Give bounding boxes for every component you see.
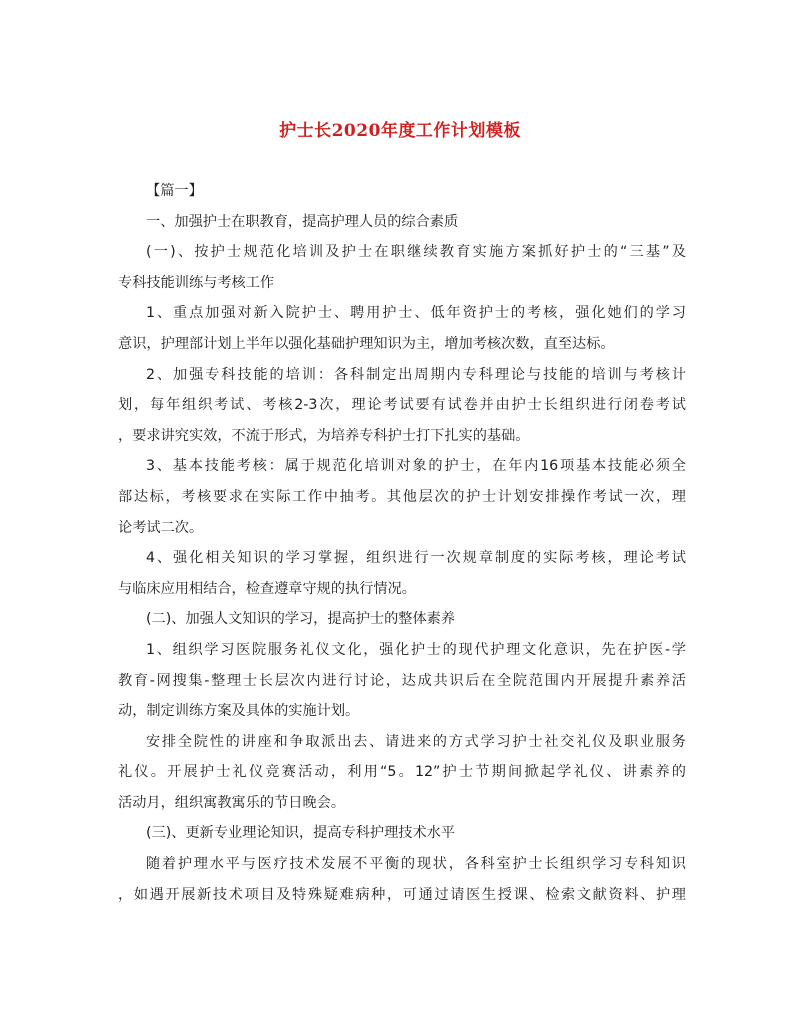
paragraph	[118, 849, 686, 910]
document-title: 护士长2020年度工作计划模板	[279, 121, 521, 141]
paragraph-line: 教育-网搜集-整理士长层次内进行讨论，达成共识后在全院范围内开展提升素养活	[118, 672, 686, 689]
paragraph-line: (三)、更新专业理论知识，提高专科护理技术水平	[146, 825, 456, 842]
paragraph-line: 部达标，考核要求在实际工作中抽考。其他层次的护士计划安排操作考试一次，理	[118, 488, 686, 505]
document-body	[118, 176, 686, 910]
paragraph-line: 划，每年组织考试、考核2-3次，理论考试要有试卷并由护士长组织进行闭卷考试	[118, 397, 686, 414]
paragraph	[118, 727, 686, 819]
paragraph-line: 专科技能训练与考核工作	[118, 274, 275, 291]
paragraph-line: 活动月，组织寓教寓乐的节日晚会。	[118, 794, 346, 811]
paragraph-line: 4、强化相关知识的学习掌握，组织进行一次规章制度的实际考核，理论考试	[146, 550, 686, 567]
paragraph	[118, 451, 686, 543]
paragraph-line: 1、组织学习医院服务礼仪文化，强化护士的现代护理文化意识，先在护医-学	[146, 641, 686, 658]
paragraph-line: 一、加强护士在职教育，提高护理人员的综合素质	[146, 213, 459, 230]
paragraph-line: ，如遇开展新技术项目及特殊疑难病种，可通过请医生授课、检索文献资料、护理	[118, 886, 686, 903]
paragraph-line: (一)、按护士规范化培训及护士在职继续教育实施方案抓好护士的“三基”及	[146, 244, 686, 261]
paragraph-line: 论考试二次。	[118, 519, 204, 536]
paragraph-line: 与临床应用相结合，检查遵章守规的执行情况。	[118, 580, 416, 597]
paragraph-line: 随着护理水平与医疗技术发展不平衡的现状，各科室护士长组织学习专科知识	[146, 856, 686, 873]
paragraph-line: (二)、加强人文知识的学习，提高护士的整体素养	[146, 611, 456, 628]
paragraph	[118, 237, 686, 298]
paragraph	[118, 818, 686, 849]
paragraph	[118, 360, 686, 452]
paragraph-line: 【篇一】	[146, 183, 203, 199]
paragraph-line: 3、基本技能考核：属于规范化培训对象的护士，在年内16项基本技能必须全	[146, 458, 686, 475]
paragraph	[118, 176, 686, 207]
paragraph	[118, 207, 686, 238]
paragraph-line: 礼仪。开展护士礼仪竞赛活动，利用“5。12”护士节期间掀起学礼仪、讲素养的	[118, 764, 686, 781]
paragraph-line: ，要求讲究实效，不流于形式，为培养专科护士打下扎实的基础。	[118, 427, 530, 444]
paragraph	[118, 604, 686, 635]
paragraph	[118, 543, 686, 604]
paragraph-line: 意识，护理部计划上半年以强化基础护理知识为主，增加考核次数，直至达标。	[118, 335, 615, 352]
paragraph-line: 1、重点加强对新入院护士、聘用护士、低年资护士的考核，强化她们的学习	[146, 305, 686, 322]
paragraph-line: 安排全院性的讲座和争取派出去、请进来的方式学习护士社交礼仪及职业服务	[146, 733, 686, 750]
paragraph	[118, 298, 686, 359]
paragraph-line: 2、加强专科技能的培训：各科制定出周期内专科理论与技能的培训与考核计	[146, 366, 686, 383]
paragraph-line: 动，制定训练方案及具体的实施计划。	[118, 703, 360, 720]
paragraph	[118, 635, 686, 727]
